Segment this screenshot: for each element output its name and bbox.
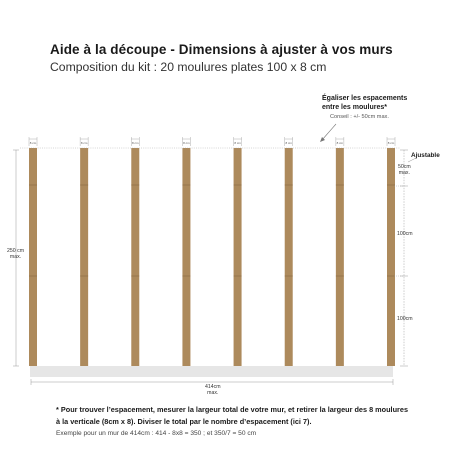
segment-middle-label: 100cm: [397, 231, 413, 237]
moulding-7: [336, 148, 344, 366]
moulding-1: [29, 148, 37, 366]
segment-top-label: [398, 164, 411, 176]
gap-label: 8 cm: [132, 141, 139, 145]
width-note: max.: [207, 390, 219, 396]
height-note: max.: [9, 254, 22, 260]
moulding-2: [80, 148, 88, 366]
width-label: [205, 384, 221, 396]
segment-top-note: max.: [398, 170, 410, 176]
gap-label: 8 cm: [29, 141, 37, 145]
gap-label: 8 cm: [336, 141, 344, 145]
page-subtitle: Composition du kit : 20 moulures plates 100 x 8 cm: [50, 60, 327, 74]
spacing-callout-arrow: [322, 124, 336, 140]
gap-label: 8 cm: [183, 141, 190, 145]
floor-strip: [30, 366, 393, 377]
moulding-5: [234, 148, 242, 366]
spacing-callout-line1: Égaliser les espacements: [322, 95, 408, 102]
page-title: Aide à la découpe - Dimensions à ajuster à vos murs: [50, 42, 393, 57]
adjustable-label: Ajustable: [411, 152, 440, 159]
moulding-8: [387, 148, 395, 366]
gap-label: 8 cm: [234, 141, 241, 145]
moulding-4: [182, 148, 190, 366]
segment-bottom-label: 100cm: [397, 316, 413, 322]
width-value: 414cm: [205, 384, 221, 390]
footnote-line1: * Pour trouver l’espacement, mesurer la largeur total de votre mur, et retirer la largeur des 8 moulures: [56, 405, 408, 414]
footnote-line2: à la verticale (8cm x 8). Diviser le total par le nombre d’espacement (ici 7).: [56, 417, 312, 426]
gap-label: 8 cm: [80, 141, 88, 145]
gap-label: 8 cm: [387, 141, 395, 145]
spacing-callout-hint: Conseil : +/- 50cm max.: [330, 114, 389, 120]
example-text: Exemple pour un mur de 414cm : 414 - 8x8 = 350 ; et 350/7 = 50 cm: [56, 430, 257, 437]
spacing-callout-line2: entre les moulures*: [322, 104, 387, 111]
height-label: [7, 248, 24, 260]
moulding-3: [131, 148, 139, 366]
gap-label: 8 cm: [285, 141, 292, 145]
footnote: [56, 404, 416, 428]
moulding-6: [285, 148, 293, 366]
height-value: 250 cm: [7, 248, 25, 254]
segment-top-value: 50cm: [398, 164, 411, 170]
spacing-callout-title: [322, 94, 407, 112]
